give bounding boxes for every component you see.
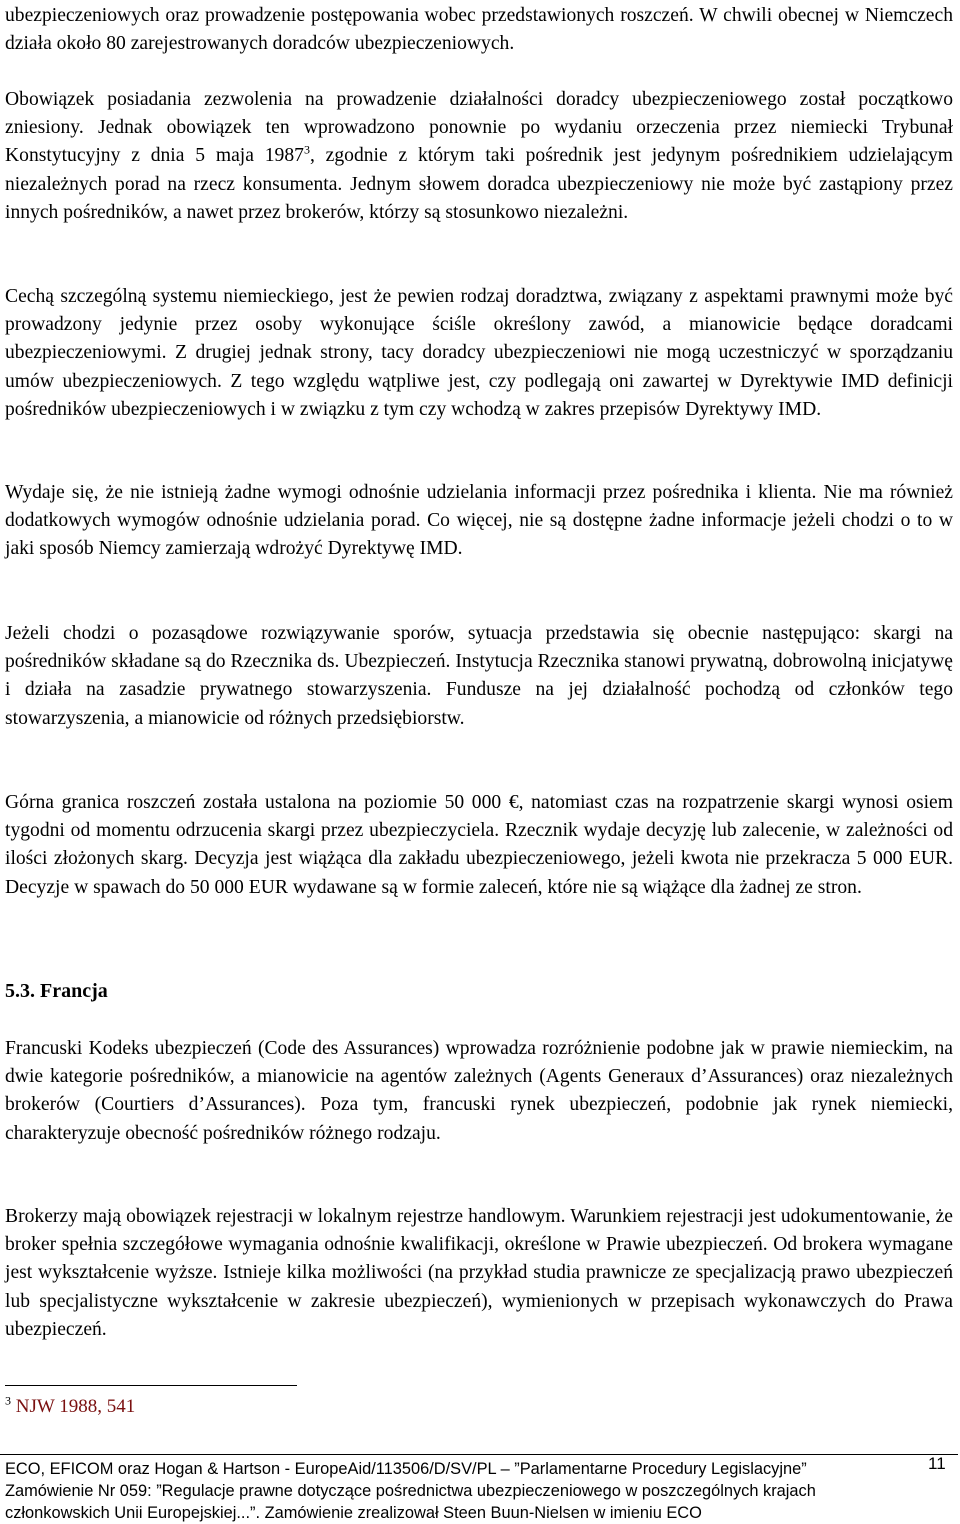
page-number: 11: [928, 1454, 946, 1473]
footer-separator: [0, 1454, 958, 1455]
page-footer: [5, 1458, 905, 1524]
paragraph-advisor-permit: [5, 86, 953, 227]
paragraph-continued: ubezpieczeniowych oraz prowadzenie postępowania wobec przedstawionych roszczeń. W chwili obecnej w Niemczech działa około 80 zarejestrowanych doradców ubezpieczeniowych.: [5, 5, 953, 55]
footnote-reference[interactable]: 3: [303, 142, 310, 157]
paragraph-french-code: Francuski Kodeks ubezpieczeń (Code des Assurances) wprowadza rozróżnienie podobne jak w prawie niemieckim, na dwie kategorie pośredników, a mianowicie na agentów zależnych (Agents Generaux d’Assurances) oraz niezależnych brokerów (Courtiers d’Assurances). Poza tym, francuski rynek ubezpieczeń, podobnie jak rynek niemiecki, charakteryzuje obecność pośredników różnego rodzaju.: [5, 1038, 953, 1144]
paragraph-claim-limit: Górna granica roszczeń została ustalona na poziomie 50 000 €, natomiast czas na rozpatrzenie skargi wynosi osiem tygodni od momentu odrzucenia skargi przez ubezpieczyciela. Rzecznik wydaje decyzję lub zalecenie, w zależności od ilości złożonych skarg. Decyzja jest wiążąca dla zakładu ubezpieczeniowego, jeżeli kwota nie przekracza 5 000 EUR. Decyzje w spawach do 50 000 EUR wydawane są w formie zaleceń, które nie są wiążące dla żadnej ze stron.: [5, 792, 953, 898]
paragraph-broker-registration: Brokerzy mają obowiązek rejestracji w lokalnym rejestrze handlowym. Warunkiem rejestracji jest udokumentowanie, że broker spełnia szczegółowe wymagania odnośnie kwalifikacji, określone w Prawie ubezpieczeń. Od brokera wymagane jest wykształcenie wyższe. Istnieje kilka możliwości (na przykład studia prawnicze ze specjalizacją prawo ubezpieczeń lub specjalistyczne wykształcenie w zakresie ubezpieczeń), wymienionych w przepisach wykonawczych do Prawa ubezpieczeń.: [5, 1206, 953, 1340]
footnote-separator: [5, 1385, 297, 1386]
footnote-number: 3: [5, 1393, 11, 1408]
paragraph-dispute-resolution: Jeżeli chodzi o pozasądowe rozwiązywanie sporów, sytuacja przedstawia się obecnie następująco: skargi na pośredników składane są do Rzecznika ds. Ubezpieczeń. Instytucja Rzecznika stanowi prywatną, dobrowolną inicjatywę i działa na zasadzie prywatnego stowarzyszenia. Fundusze na jej działalność pochodzą od członków tego stowarzyszenia, a mianowicie od różnych przedsiębiorstw.: [5, 623, 953, 729]
paragraph-german-system: Cechą szczególną systemu niemieckiego, jest że pewien rodzaj doradztwa, związany z aspektami prawnymi może być prowadzony jedynie przez osoby wykonujące ściśle określony zawód, a mianowicie będące doradcami ubezpieczeniowymi. Z drugiej jednak strony, tacy doradcy ubezpieczeniowi nie mogą uczestniczyć w sporządzaniu umów ubezpieczeniowych. Z tego względu wątpliwe jest, czy podlegają oni zawartej w Dyrektywie IMD definicji pośredników ubezpieczeniowych i w związku z tym czy wchodzą w zakres przepisów Dyrektywy IMD.: [5, 286, 953, 420]
paragraph-information-requirements: Wydaje się, że nie istnieją żadne wymogi odnośnie udzielania informacji przez pośrednika i klienta. Nie ma również dodatkowych wymogów odnośnie udzielania porad. Co więcej, nie są dostępne żadne informacje jeżeli chodzi o to w jaki sposób Niemcy zamierzają wdrożyć Dyrektywę IMD.: [5, 482, 953, 560]
section-heading-francja: 5.3. Francja: [5, 980, 108, 1002]
footnote: [5, 1393, 136, 1418]
footer-line-project: ECO, EFICOM oraz Hogan & Hartson - EuropeAid/113506/D/SV/PL – ”Parlamentarne Procedury Legislacyjne”: [5, 1460, 807, 1478]
paragraph-advisor-permit-part1: Obowiązek posiadania zezwolenia na prowadzenie działalności doradcy ubezpieczeniowego został początkowo zniesiony. Jednak obowiązek ten wprowadzono ponownie po wydaniu orzeczenia przez niemiecki Trybunał Konstytucyjny z dnia 5 maja 1987: [5, 89, 953, 167]
footer-line-order: Zamówienie Nr 059: ”Regulacje prawne dotyczące pośrednictwa ubezpieczeniowego w poszczególnych krajach członkowskich Unii Europejskiej...”. Zamówienie zrealizował Steen Buun-Nielsen w imieniu ECO: [5, 1482, 816, 1522]
footnote-text: NJW 1988, 541: [15, 1396, 136, 1417]
paragraph-advisor-permit-part2: , zgodnie z którym taki pośrednik jest jedynym pośrednikiem udzielającym niezależnych porad na rzecz konsumenta. Jednym słowem doradca ubezpieczeniowy nie może być zastąpiony przez innych pośredników, a nawet przez brokerów, którzy są stosunkowo niezależni.: [5, 145, 953, 223]
